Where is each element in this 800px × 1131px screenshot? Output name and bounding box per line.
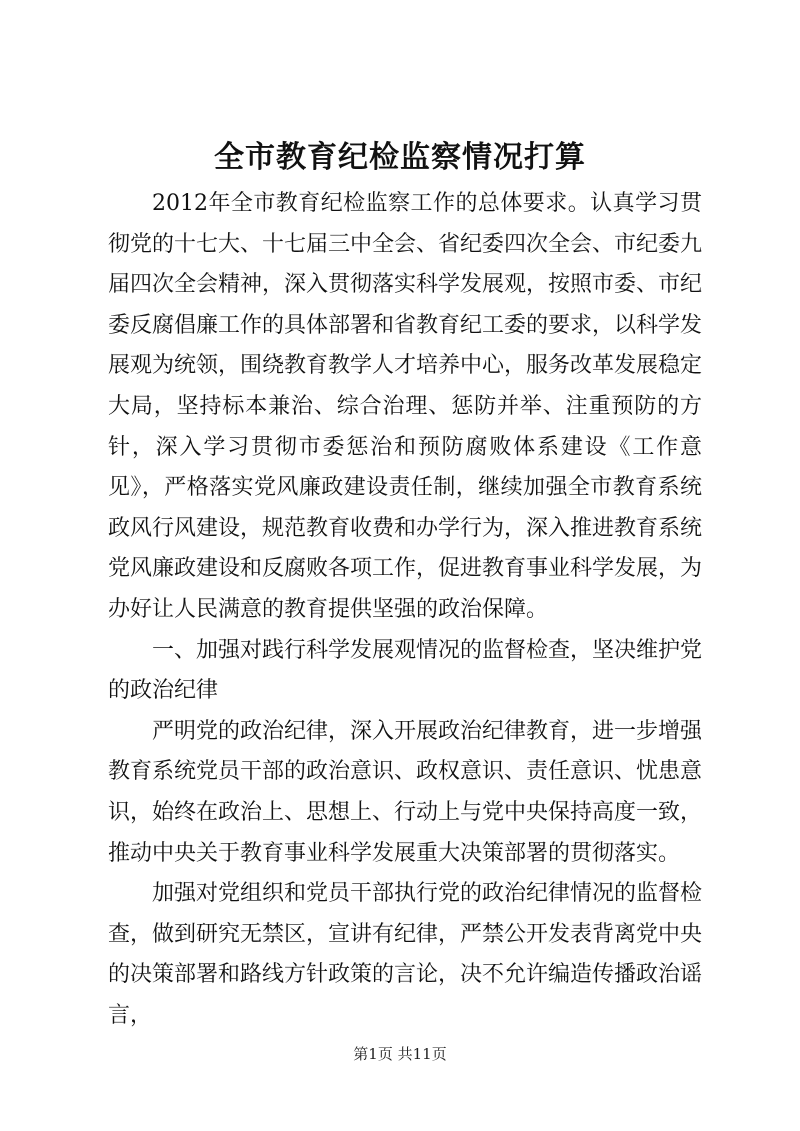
page-footer: 第1页 共11页 xyxy=(353,1045,447,1063)
section-heading-1: 一、加强对践行科学发展观情况的监督检查，坚决维护党的政治纪律 xyxy=(108,637,703,704)
paragraph-intro: 2012年全市教育纪检监察工作的总体要求。认真学习贯彻党的十七大、十七届三中全会、省纪委四次全会、市纪委九届四次全会精神，深入贯彻落实科学发展观，按照市委、市纪委反腐倡廉工作的具体部署和省教育纪工委的要求，以科学发展观为统领，围绕教育教学人才培养中心，服务改革发展稳定大局，坚持标本兼治、综合治理、惩防并举、注重预防的方针，深入学习贯彻市委惩治和预防腐败体系建设《工作意见》，严格落实党风廉政建设责任制，继续加强全市教育系统政风行风建设，规范教育收费和办学行为，深入推进教育系统党风廉政建设和反腐败各项工作，促进教育事业科学发展，为办好让人民满意的教育提供坚强的政治保障。 xyxy=(108,191,703,622)
paragraph-political-discipline: 严明党的政治纪律，深入开展政治纪律教育，进一步增强教育系统党员干部的政治意识、政权意识、责任意识、忧患意识，始终在政治上、思想上、行动上与党中央保持高度一致，推动中央关于教育事业科学发展重大决策部署的贯彻落实。 xyxy=(108,718,703,866)
paragraph-supervision: 加强对党组织和党员干部执行党的政治纪律情况的监督检查，做到研究无禁区，宣讲有纪律，严禁公开发表背离党中央的决策部署和路线方针政策的言论，决不允许编造传播政治谣言， xyxy=(108,881,703,1028)
document-title: 全市教育纪检监察情况打算 xyxy=(214,140,586,175)
document-body xyxy=(108,184,702,1036)
